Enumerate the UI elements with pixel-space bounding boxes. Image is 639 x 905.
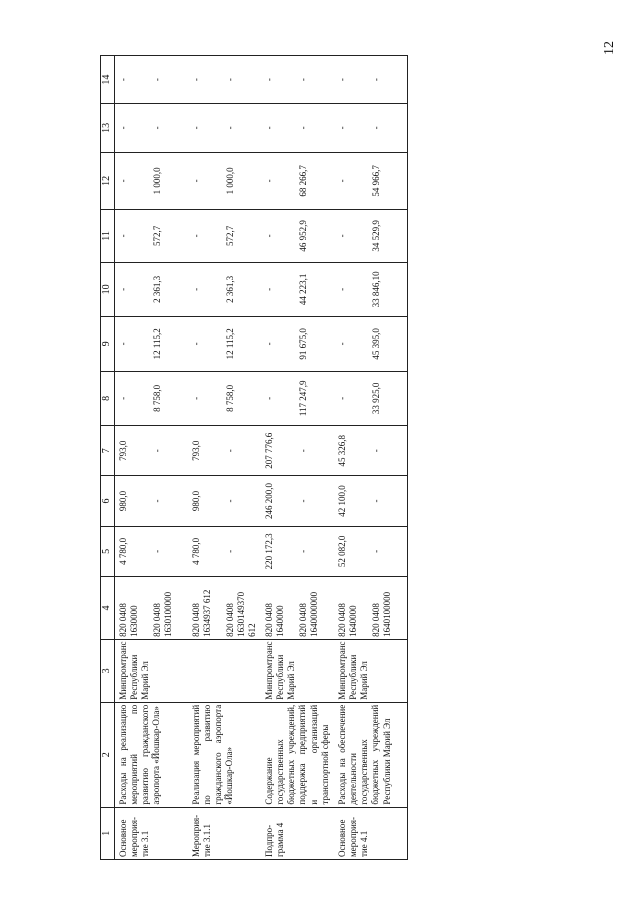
line-value: - (336, 342, 347, 346)
line-value: 91 675,0 (297, 328, 308, 360)
cell-c6 (334, 476, 408, 526)
cell-c10 (114, 262, 188, 317)
column-header-11: 11 (101, 210, 115, 262)
line-value: - (190, 396, 201, 400)
line-value: - (190, 126, 201, 130)
line-value: 2 361,3 (151, 275, 162, 303)
line-value: 820 0408 1630100000 (151, 591, 173, 637)
line-value: - (117, 342, 128, 346)
line-value: - (336, 396, 347, 400)
cell-c12 (114, 152, 188, 210)
line-value: - (263, 342, 274, 346)
cell-c9 (261, 317, 334, 372)
line-value: 1 000,0 (224, 167, 235, 195)
cell-c11 (261, 210, 334, 262)
line-value: - (190, 234, 201, 238)
line-value: - (263, 179, 274, 183)
cell-c9 (188, 317, 261, 372)
line-value: 820 0408 1640100000 (370, 591, 392, 637)
line-value: 793,0 (190, 440, 201, 461)
line-value: 820 0408 1630000 (117, 603, 139, 637)
line-value: - (190, 179, 201, 183)
line-value: - (224, 549, 235, 553)
cell-c3: Минпромтранс Республики Марий Эл (114, 639, 188, 702)
cell-c3 (188, 639, 261, 702)
line-value: - (263, 234, 274, 238)
column-header-2: 2 (101, 702, 115, 807)
budget-table (100, 55, 408, 860)
line-value: 572,7 (224, 225, 235, 246)
column-header-9: 9 (101, 317, 115, 372)
line-value: - (190, 342, 201, 346)
line-value: 207 776,6 (263, 432, 274, 469)
page-number: 12 (602, 41, 617, 55)
line-value: - (117, 396, 128, 400)
cell-c8 (334, 371, 408, 426)
line-value: - (190, 287, 201, 291)
line-value: 980,0 (190, 490, 201, 512)
line-value: 12 115,2 (151, 328, 162, 360)
cell-c13 (261, 104, 334, 152)
line-value: - (263, 126, 274, 130)
line-value: 1 000,0 (151, 167, 162, 195)
line-value: 980,0 (117, 490, 128, 512)
cell-c11 (334, 210, 408, 262)
column-header-3: 3 (101, 639, 115, 702)
line-value: - (117, 287, 128, 291)
cell-c1: Подпро-грамма 4 (261, 807, 334, 859)
line-value: - (190, 78, 201, 82)
column-header-1: 1 (101, 807, 115, 859)
cell-c12 (334, 152, 408, 210)
table-row (261, 56, 334, 860)
cell-c6 (261, 476, 334, 526)
cell-c1: Мероприя-тие 3.1.1 (188, 807, 261, 859)
cell-c6 (114, 476, 188, 526)
line-value: - (370, 549, 381, 553)
line-value: 8 758,0 (151, 384, 162, 412)
line-value: 820 0408 1634937 612 (190, 589, 212, 637)
table-row (188, 56, 261, 860)
line-value: 793,0 (117, 440, 128, 461)
line-value: - (263, 78, 274, 82)
cell-c9 (114, 317, 188, 372)
cell-c13 (114, 104, 188, 152)
line-value: - (224, 449, 235, 453)
page-number-box (585, 8, 635, 88)
line-value: - (336, 234, 347, 238)
cell-c9 (334, 317, 408, 372)
line-value: 44 223,1 (297, 273, 308, 306)
cell-c7 (261, 426, 334, 476)
cell-c2: Расходы на реализацию мероприятий по развитию гражданского аэропорта «Йошкар-Ола» (114, 702, 188, 807)
line-value: 220 172,3 (263, 533, 274, 570)
line-value: 246 200,0 (263, 483, 274, 520)
cell-c14 (261, 56, 334, 104)
line-value: 12 115,2 (224, 328, 235, 360)
column-header-6: 6 (101, 476, 115, 526)
column-header-5: 5 (101, 526, 115, 576)
cell-c7 (114, 426, 188, 476)
cell-c14 (114, 56, 188, 104)
line-value: - (370, 78, 381, 82)
line-value: - (297, 449, 308, 453)
cell-c10 (188, 262, 261, 317)
column-header-14: 14 (101, 56, 115, 104)
line-value: - (263, 396, 274, 400)
cell-c4 (188, 577, 261, 640)
line-value: - (151, 549, 162, 553)
cell-c13 (188, 104, 261, 152)
line-value: - (151, 126, 162, 130)
column-header-7: 7 (101, 426, 115, 476)
line-value: 820 0408 1640000 (336, 603, 358, 637)
line-value: - (117, 179, 128, 183)
line-value: - (370, 499, 381, 503)
line-value: - (370, 449, 381, 453)
line-value: 45 395,0 (370, 328, 381, 360)
header-row (101, 56, 115, 860)
line-value: 45 326,8 (336, 434, 347, 467)
line-value: 33 846,10 (370, 271, 381, 308)
cell-c10 (334, 262, 408, 317)
line-value: - (336, 287, 347, 291)
cell-c12 (188, 152, 261, 210)
line-value: - (297, 126, 308, 130)
cell-c2: Реализация мероприятий по развитию гражданского аэропорта «Йошкар-Ола» (188, 702, 261, 807)
cell-c5 (114, 526, 188, 576)
line-value: - (117, 126, 128, 130)
line-value: - (151, 449, 162, 453)
cell-c4 (334, 577, 408, 640)
column-header-10: 10 (101, 262, 115, 317)
line-value: - (336, 78, 347, 82)
cell-c6 (188, 476, 261, 526)
cell-c11 (188, 210, 261, 262)
cell-c5 (261, 526, 334, 576)
line-value: 46 952,9 (297, 220, 308, 252)
line-value: 34 529,9 (370, 220, 381, 252)
column-header-8: 8 (101, 371, 115, 426)
line-value: 117 247,9 (297, 380, 308, 417)
line-value: - (263, 287, 274, 291)
cell-c8 (114, 371, 188, 426)
cell-c7 (188, 426, 261, 476)
cell-c8 (261, 371, 334, 426)
cell-c10 (261, 262, 334, 317)
column-header-4: 4 (101, 577, 115, 640)
cell-c1: Основное мероприя-тие 4.1 (334, 807, 408, 859)
line-value: - (151, 499, 162, 503)
line-value: - (297, 549, 308, 553)
line-value: 8 758,0 (224, 384, 235, 412)
line-value: - (224, 78, 235, 82)
rotated-table-container (100, 55, 540, 860)
line-value: - (370, 126, 381, 130)
line-value: 68 266,7 (297, 165, 308, 197)
line-value: 820 0408 1630149370 612 (224, 591, 257, 637)
line-value: 572,7 (151, 225, 162, 246)
cell-c5 (334, 526, 408, 576)
line-value: - (224, 126, 235, 130)
line-value: - (336, 179, 347, 183)
cell-c3: Минпромтранс Республики Марий Эл (334, 639, 408, 702)
cell-c3: Минпромтранс Республики Марий Эл (261, 639, 334, 702)
line-value: - (297, 499, 308, 503)
line-value: 33 925,0 (370, 382, 381, 415)
cell-c2: Расходы на обеспечение деятельности государственных бюджетных учреждений Республики Марий Эл (334, 702, 408, 807)
line-value: - (117, 78, 128, 82)
column-header-13: 13 (101, 104, 115, 152)
line-value: - (297, 78, 308, 82)
line-value: 54 966,7 (370, 165, 381, 197)
table-body (114, 56, 407, 860)
line-value: 2 361,3 (224, 275, 235, 303)
table-row (334, 56, 408, 860)
line-value: - (336, 126, 347, 130)
cell-c14 (334, 56, 408, 104)
line-value: - (151, 78, 162, 82)
cell-c13 (334, 104, 408, 152)
column-header-12: 12 (101, 152, 115, 210)
line-value: 4 780,0 (117, 537, 128, 565)
line-value: 52 082,0 (336, 535, 347, 568)
table-row (114, 56, 188, 860)
line-value: - (224, 499, 235, 503)
cell-c4 (261, 577, 334, 640)
cell-c14 (188, 56, 261, 104)
line-value: - (117, 234, 128, 238)
line-value: 820 0408 1640000 (263, 603, 285, 637)
cell-c2: Содержание государственных бюджетных учреждений, поддержка предприятий и организаций транспортной сферы (261, 702, 334, 807)
line-value: 4 780,0 (190, 537, 201, 565)
line-value: 42 100,0 (336, 485, 347, 517)
cell-c11 (114, 210, 188, 262)
line-value: 820 0408 1640000000 (297, 591, 319, 637)
cell-c5 (188, 526, 261, 576)
cell-c7 (334, 426, 408, 476)
cell-c12 (261, 152, 334, 210)
cell-c8 (188, 371, 261, 426)
cell-c4 (114, 577, 188, 640)
cell-c1: Основное мероприя-тие 3.1 (114, 807, 188, 859)
